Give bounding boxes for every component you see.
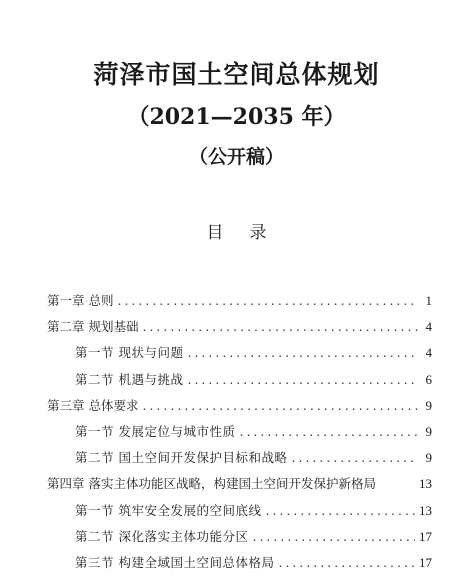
toc-dot-leader [278,553,415,573]
toc-dot-leader [187,343,418,363]
document-years: （2021—2035 年） [127,104,346,130]
toc-section-entry[interactable] [47,422,432,448]
toc-dot-leader [265,501,415,521]
toc-chapter-entry[interactable] [47,474,432,500]
toc-entry-label: 第二节 国土空间开发保护目标和战略 [75,450,288,466]
toc-entry-page-number: 9 [425,423,432,439]
toc-entry-label: 第四章 落实主体功能区战略，构建国土空间开发保护新格局 [47,476,376,492]
toc-dot-leader [187,370,418,390]
toc-entry-label: 第一节 发展定位与城市性质 [75,423,236,439]
toc-dot-leader [252,527,415,547]
toc-section-entry[interactable] [47,527,432,553]
toc-entry-label: 第一节 筑牢安全发展的空间底线 [75,502,262,518]
toc-dot-leader [142,396,418,416]
toc-chapter-entry[interactable] [47,317,432,343]
toc-chapter-entry[interactable] [47,291,432,317]
toc-chapter-entry[interactable] [47,396,432,422]
toc-dot-leader [239,422,418,442]
toc-entry-page-number: 17 [419,554,432,570]
toc-entry-page-number: 4 [425,319,432,335]
toc-entry-page-number: 9 [425,397,432,413]
toc-entry-label: 第三章 总体要求 [47,397,139,413]
toc-dot-leader [142,317,418,337]
toc-entry-page-number: 6 [425,371,432,387]
document-title: 菏泽市国土空间总体规划 [93,60,380,89]
toc-heading: 目录 [206,223,293,243]
toc-entry-page-number: 13 [419,476,432,492]
document-version: （公开稿） [188,146,284,168]
title-block [0,58,473,170]
toc-dot-leader [117,291,418,311]
toc-entry-page-number: 13 [419,502,432,518]
toc-section-entry[interactable] [47,501,432,527]
toc-entry-page-number: 9 [425,450,432,466]
toc-section-entry[interactable] [47,343,432,369]
toc-entry-page-number: 17 [419,528,432,544]
toc-entry-label: 第三节 构建全域国土空间总体格局 [75,554,275,570]
toc-entry-label: 第二节 深化落实主体功能分区 [75,528,249,544]
toc-entry-label: 第一节 现状与问题 [75,345,184,361]
toc-entry-label: 第二章 规划基础 [47,319,139,335]
toc-section-entry[interactable] [47,553,432,579]
toc-entry-label: 第一章 总则 [47,293,114,308]
toc-entry-page-number: 1 [425,293,432,308]
table-of-contents [47,291,432,579]
toc-section-entry[interactable] [47,448,432,474]
toc-entry-page-number: 4 [425,345,432,361]
toc-section-entry[interactable] [47,370,432,396]
toc-entry-label: 第二节 机遇与挑战 [75,371,184,387]
toc-dot-leader [291,448,418,468]
